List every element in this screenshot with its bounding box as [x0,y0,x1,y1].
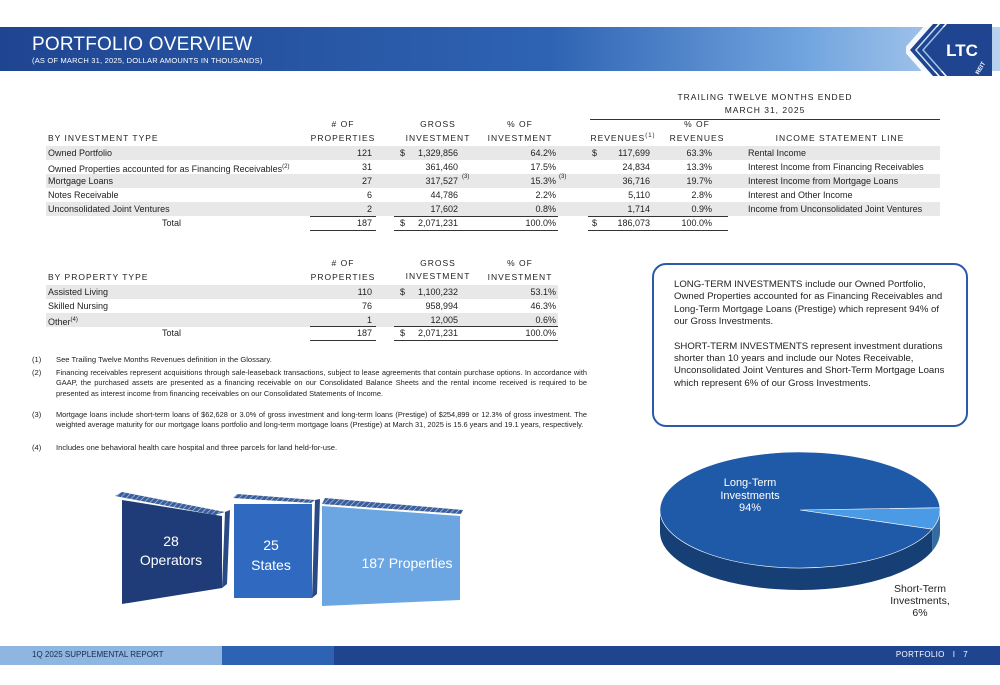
table-row: Assisted Living 110 $ 1,100,232 53.1% [48,287,556,297]
col-pct-h2: INVESTMENT [487,133,553,143]
footnote: (4) Includes one behavioral health care hospital and three parcels for land held-for-use. [32,443,338,452]
col-type-header: BY INVESTMENT TYPE [48,133,159,143]
ttm-header-line2: MARCH 31, 2025 [724,105,806,115]
pie-label-short-term-line1: Short-Term [894,583,946,595]
page-subtitle: (AS OF MARCH 31, 2025, DOLLAR AMOUNTS IN THOUSANDS) [32,56,263,65]
col-gross-h2: INVESTMENT [405,271,471,281]
col-type-header: BY PROPERTY TYPE [48,272,149,282]
col-props-h2: PROPERTIES [310,133,376,143]
table-row: Unconsolidated Joint Ventures 2 17,602 0.8% 1,714 0.9% Income from Unconsolidated Joint Ventures [46,202,940,216]
page-number: 7 [963,650,968,659]
col-pct-h2: INVESTMENT [487,272,553,282]
table-row: Owned Portfolio 121 $ 1,329,856 64.2% $ 117,699 63.3% Rental Income [46,146,940,160]
col-gross-h1: GROSS [420,258,456,268]
pie-label-short-term-pct: 6% [912,607,928,619]
footer-band-mid [222,646,334,665]
page-title: PORTFOLIO OVERVIEW [32,34,253,55]
footnote: (2) Financing receivables represent acquisitions through sale-leaseback transactions, subject to lease agreements that contain purchase options. In accordance with GAAP, the purchased assets are presented as a financing receivable on our Consolidated Balance Sheets and the rental income received is required to be presented as interest income from financing receivables on our Consolidated Statements of Income. [32,368,587,398]
footnote: (3) Mortgage loans include short-term loans of $62,628 or 3.0% of gross investment and long-term loans (Prestige) of $254,899 or 12.3% of gross investment. The weighted average maturity for our mortgage loans portfolio and long-term mortgage loans (Prestige) at March 31, 2025 is 15.6 years and 19.1 years, respectively. [32,410,587,430]
short-term-description: SHORT-TERM INVESTMENTS represent investment durations shorter than 10 years and include our Notes Receivable, Unconsolidated Joint Ventures and Short-Term Mortgage Loans which represent 6% of our Gross Investments. [674,340,945,389]
ttm-header-line1: TRAILING TWELVE MONTHS ENDED [677,92,853,102]
logo-text: LTC [946,41,978,60]
logo-subtext: REIT [975,61,988,76]
report-name: 1Q 2025 SUPPLEMENTAL REPORT [32,650,164,659]
table-row: Mortgage Loans 27 317,527 (3) 15.3% (3) 36,716 19.7% Interest Income from Mortgage Loans [46,174,940,188]
col-line-header: INCOME STATEMENT LINE [775,133,905,143]
footnote: (1) See Trailing Twelve Months Revenues definition in the Glossary. [32,355,272,364]
property-type-table [0,0,600,350]
table-total-row: Total 187 $ 2,071,231 100.0% [162,328,556,338]
footer-separator: I [952,650,956,659]
total-bottom-rule [394,340,558,341]
col-revpct-h2: REVENUES [669,133,725,143]
section-name: PORTFOLIO [895,650,945,659]
operators-label: Operators [139,552,203,568]
pie-label-long-term-line1: Long-Term [723,477,777,489]
properties-label: 187 Properties [361,555,453,571]
col-pct-h1: % OF [507,258,533,268]
col-revpct-h1: % OF [684,119,710,129]
col-gross-h1: GROSS [420,119,456,129]
col-props-h2: PROPERTIES [310,272,376,282]
states-count: 25 [263,537,279,553]
table-row: Notes Receivable 6 44,786 2.2% 5,110 2.8% Interest and Other Income [48,190,853,200]
col-pct-h1: % OF [507,119,533,129]
footer [0,646,1000,665]
col-rev-header: REVENUES$^{(1)}$ [590,133,656,143]
col-props-h1: # OF [331,258,355,268]
table-row: Other$^{(4)}$ 1 12,005 0.6% [48,315,556,327]
stats-graphic [115,486,465,610]
col-props-h1: # OF [331,119,355,129]
operators-side [222,510,230,588]
ttm-header-rule [590,119,940,120]
states-side [312,499,320,598]
operators-count: 28 [163,533,179,549]
total-bottom-rule [310,340,376,341]
pie-label-long-term-pct: 94% [738,502,762,514]
long-term-description: LONG-TERM INVESTMENTS include our Owned Portfolio, Owned Properties accounted for as Financing Receivables and Long-Term Mortgage Loans (Prestige) which represent 94% of our Gross Investments. [674,279,943,328]
table-total-row: Total 187 $ 2,071,231 100.0% $ 186,073 100.0% [162,218,712,228]
investments-callout [652,263,968,427]
pie-label-long-term-line2: Investments [720,490,780,502]
table-row: Owned Properties accounted for as Financing Receivables$^{(2)}$ 31 361,460 17.5% 24,834 13.3% Interest Income from Financing Receivables [48,162,924,174]
table-row: Skilled Nursing 76 958,994 46.3% [48,301,556,311]
investment-pie-chart [655,450,975,630]
states-top [233,494,315,503]
footer-section [896,650,968,659]
states-label: States [251,557,291,573]
col-gross-h2: INVESTMENT [405,133,471,143]
total-bottom-rule [588,230,728,231]
pie-label-short-term-line2: Investments, [890,595,950,607]
